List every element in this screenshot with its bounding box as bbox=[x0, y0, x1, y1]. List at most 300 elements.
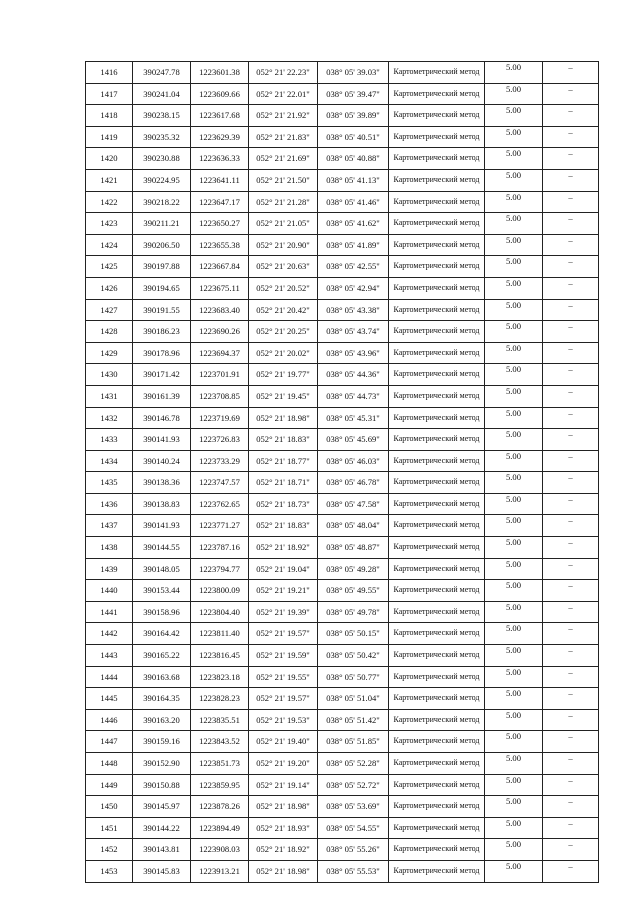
accuracy-cell: 5.00 bbox=[485, 256, 543, 278]
table-row bbox=[86, 774, 599, 796]
latitude-cell: 052° 21' 19.57" bbox=[249, 688, 318, 710]
y-coordinate-cell: 1223894.49 bbox=[191, 817, 249, 839]
x-coordinate-cell: 390164.42 bbox=[133, 623, 191, 645]
y-coordinate-cell: 1223794.77 bbox=[191, 558, 249, 580]
accuracy-cell: 5.00 bbox=[485, 839, 543, 861]
point-number-cell: 1419 bbox=[86, 126, 133, 148]
point-number-cell: 1439 bbox=[86, 558, 133, 580]
x-coordinate-cell: 390211.21 bbox=[133, 213, 191, 235]
point-number-cell: 1427 bbox=[86, 299, 133, 321]
x-coordinate-cell: 390163.20 bbox=[133, 709, 191, 731]
y-coordinate-cell: 1223828.23 bbox=[191, 688, 249, 710]
accuracy-cell: 5.00 bbox=[485, 277, 543, 299]
latitude-cell: 052° 21' 20.63" bbox=[249, 256, 318, 278]
note-cell: – bbox=[543, 169, 599, 191]
x-coordinate-cell: 390143.81 bbox=[133, 839, 191, 861]
note-cell: – bbox=[543, 709, 599, 731]
accuracy-cell: 5.00 bbox=[485, 105, 543, 127]
table-row bbox=[86, 709, 599, 731]
point-number-cell: 1430 bbox=[86, 364, 133, 386]
note-cell: – bbox=[543, 256, 599, 278]
accuracy-cell: 5.00 bbox=[485, 817, 543, 839]
note-cell: – bbox=[543, 277, 599, 299]
note-cell: – bbox=[543, 126, 599, 148]
y-coordinate-cell: 1223675.11 bbox=[191, 277, 249, 299]
y-coordinate-cell: 1223747.57 bbox=[191, 472, 249, 494]
y-coordinate-cell: 1223708.85 bbox=[191, 385, 249, 407]
longitude-cell: 038° 05' 43.38" bbox=[318, 299, 389, 321]
point-number-cell: 1451 bbox=[86, 817, 133, 839]
point-number-cell: 1432 bbox=[86, 407, 133, 429]
note-cell: – bbox=[543, 558, 599, 580]
note-cell: – bbox=[543, 839, 599, 861]
point-number-cell: 1437 bbox=[86, 515, 133, 537]
accuracy-cell: 5.00 bbox=[485, 796, 543, 818]
table-row bbox=[86, 860, 599, 882]
note-cell: – bbox=[543, 860, 599, 882]
table-row bbox=[86, 537, 599, 559]
accuracy-cell: 5.00 bbox=[485, 515, 543, 537]
latitude-cell: 052° 21' 18.98" bbox=[249, 860, 318, 882]
y-coordinate-cell: 1223733.29 bbox=[191, 450, 249, 472]
table-row bbox=[86, 688, 599, 710]
method-cell: Картометрический метод bbox=[389, 580, 485, 602]
latitude-cell: 052° 21' 22.01" bbox=[249, 83, 318, 105]
point-number-cell: 1435 bbox=[86, 472, 133, 494]
longitude-cell: 038° 05' 50.77" bbox=[318, 666, 389, 688]
longitude-cell: 038° 05' 46.03" bbox=[318, 450, 389, 472]
accuracy-cell: 5.00 bbox=[485, 364, 543, 386]
table-row bbox=[86, 472, 599, 494]
x-coordinate-cell: 390197.88 bbox=[133, 256, 191, 278]
point-number-cell: 1428 bbox=[86, 321, 133, 343]
table-row bbox=[86, 580, 599, 602]
accuracy-cell: 5.00 bbox=[485, 83, 543, 105]
x-coordinate-cell: 390171.42 bbox=[133, 364, 191, 386]
x-coordinate-cell: 390178.96 bbox=[133, 342, 191, 364]
point-number-cell: 1441 bbox=[86, 601, 133, 623]
latitude-cell: 052° 21' 19.53" bbox=[249, 709, 318, 731]
longitude-cell: 038° 05' 55.53" bbox=[318, 860, 389, 882]
longitude-cell: 038° 05' 54.55" bbox=[318, 817, 389, 839]
method-cell: Картометрический метод bbox=[389, 472, 485, 494]
table-row bbox=[86, 126, 599, 148]
x-coordinate-cell: 390238.15 bbox=[133, 105, 191, 127]
latitude-cell: 052° 21' 19.14" bbox=[249, 774, 318, 796]
note-cell: – bbox=[543, 234, 599, 256]
method-cell: Картометрический метод bbox=[389, 126, 485, 148]
accuracy-cell: 5.00 bbox=[485, 731, 543, 753]
accuracy-cell: 5.00 bbox=[485, 623, 543, 645]
note-cell: – bbox=[543, 537, 599, 559]
method-cell: Картометрический метод bbox=[389, 688, 485, 710]
method-cell: Картометрический метод bbox=[389, 169, 485, 191]
x-coordinate-cell: 390241.04 bbox=[133, 83, 191, 105]
longitude-cell: 038° 05' 48.04" bbox=[318, 515, 389, 537]
accuracy-cell: 5.00 bbox=[485, 299, 543, 321]
y-coordinate-cell: 1223835.51 bbox=[191, 709, 249, 731]
note-cell: – bbox=[543, 666, 599, 688]
note-cell: – bbox=[543, 429, 599, 451]
note-cell: – bbox=[543, 774, 599, 796]
table-row bbox=[86, 277, 599, 299]
method-cell: Картометрический метод bbox=[389, 191, 485, 213]
latitude-cell: 052° 21' 19.40" bbox=[249, 731, 318, 753]
x-coordinate-cell: 390159.16 bbox=[133, 731, 191, 753]
x-coordinate-cell: 390153.44 bbox=[133, 580, 191, 602]
latitude-cell: 052° 21' 19.21" bbox=[249, 580, 318, 602]
accuracy-cell: 5.00 bbox=[485, 169, 543, 191]
table-row bbox=[86, 148, 599, 170]
accuracy-cell: 5.00 bbox=[485, 450, 543, 472]
method-cell: Картометрический метод bbox=[389, 364, 485, 386]
accuracy-cell: 5.00 bbox=[485, 666, 543, 688]
x-coordinate-cell: 390165.22 bbox=[133, 645, 191, 667]
method-cell: Картометрический метод bbox=[389, 839, 485, 861]
latitude-cell: 052° 21' 18.71" bbox=[249, 472, 318, 494]
latitude-cell: 052° 21' 18.98" bbox=[249, 407, 318, 429]
point-number-cell: 1431 bbox=[86, 385, 133, 407]
accuracy-cell: 5.00 bbox=[485, 537, 543, 559]
method-cell: Картометрический метод bbox=[389, 321, 485, 343]
latitude-cell: 052° 21' 19.55" bbox=[249, 666, 318, 688]
point-number-cell: 1442 bbox=[86, 623, 133, 645]
point-number-cell: 1429 bbox=[86, 342, 133, 364]
coordinates-table-body bbox=[86, 62, 599, 883]
table-row bbox=[86, 623, 599, 645]
y-coordinate-cell: 1223771.27 bbox=[191, 515, 249, 537]
longitude-cell: 038° 05' 51.85" bbox=[318, 731, 389, 753]
table-row bbox=[86, 601, 599, 623]
point-number-cell: 1424 bbox=[86, 234, 133, 256]
y-coordinate-cell: 1223701.91 bbox=[191, 364, 249, 386]
method-cell: Картометрический метод bbox=[389, 860, 485, 882]
table-row bbox=[86, 753, 599, 775]
method-cell: Картометрический метод bbox=[389, 83, 485, 105]
point-number-cell: 1452 bbox=[86, 839, 133, 861]
y-coordinate-cell: 1223823.18 bbox=[191, 666, 249, 688]
longitude-cell: 038° 05' 48.87" bbox=[318, 537, 389, 559]
accuracy-cell: 5.00 bbox=[485, 558, 543, 580]
method-cell: Картометрический метод bbox=[389, 774, 485, 796]
latitude-cell: 052° 21' 19.45" bbox=[249, 385, 318, 407]
y-coordinate-cell: 1223843.52 bbox=[191, 731, 249, 753]
x-coordinate-cell: 390145.83 bbox=[133, 860, 191, 882]
longitude-cell: 038° 05' 45.31" bbox=[318, 407, 389, 429]
longitude-cell: 038° 05' 50.15" bbox=[318, 623, 389, 645]
y-coordinate-cell: 1223694.37 bbox=[191, 342, 249, 364]
longitude-cell: 038° 05' 43.96" bbox=[318, 342, 389, 364]
method-cell: Картометрический метод bbox=[389, 148, 485, 170]
method-cell: Картометрический метод bbox=[389, 277, 485, 299]
y-coordinate-cell: 1223913.21 bbox=[191, 860, 249, 882]
point-number-cell: 1438 bbox=[86, 537, 133, 559]
x-coordinate-cell: 390152.90 bbox=[133, 753, 191, 775]
latitude-cell: 052° 21' 18.83" bbox=[249, 515, 318, 537]
longitude-cell: 038° 05' 49.28" bbox=[318, 558, 389, 580]
table-row bbox=[86, 817, 599, 839]
x-coordinate-cell: 390146.78 bbox=[133, 407, 191, 429]
point-number-cell: 1425 bbox=[86, 256, 133, 278]
accuracy-cell: 5.00 bbox=[485, 753, 543, 775]
y-coordinate-cell: 1223617.68 bbox=[191, 105, 249, 127]
table-row bbox=[86, 105, 599, 127]
longitude-cell: 038° 05' 52.28" bbox=[318, 753, 389, 775]
accuracy-cell: 5.00 bbox=[485, 126, 543, 148]
y-coordinate-cell: 1223816.45 bbox=[191, 645, 249, 667]
note-cell: – bbox=[543, 623, 599, 645]
x-coordinate-cell: 390161.39 bbox=[133, 385, 191, 407]
longitude-cell: 038° 05' 41.62" bbox=[318, 213, 389, 235]
y-coordinate-cell: 1223690.26 bbox=[191, 321, 249, 343]
accuracy-cell: 5.00 bbox=[485, 148, 543, 170]
longitude-cell: 038° 05' 39.47" bbox=[318, 83, 389, 105]
note-cell: – bbox=[543, 213, 599, 235]
note-cell: – bbox=[543, 191, 599, 213]
longitude-cell: 038° 05' 43.74" bbox=[318, 321, 389, 343]
accuracy-cell: 5.00 bbox=[485, 342, 543, 364]
note-cell: – bbox=[543, 688, 599, 710]
point-number-cell: 1447 bbox=[86, 731, 133, 753]
y-coordinate-cell: 1223908.03 bbox=[191, 839, 249, 861]
y-coordinate-cell: 1223851.73 bbox=[191, 753, 249, 775]
point-number-cell: 1416 bbox=[86, 62, 133, 84]
longitude-cell: 038° 05' 42.94" bbox=[318, 277, 389, 299]
coordinates-table bbox=[85, 61, 599, 883]
latitude-cell: 052° 21' 19.57" bbox=[249, 623, 318, 645]
y-coordinate-cell: 1223811.40 bbox=[191, 623, 249, 645]
x-coordinate-cell: 390141.93 bbox=[133, 429, 191, 451]
accuracy-cell: 5.00 bbox=[485, 472, 543, 494]
latitude-cell: 052° 21' 21.05" bbox=[249, 213, 318, 235]
x-coordinate-cell: 390150.88 bbox=[133, 774, 191, 796]
note-cell: – bbox=[543, 105, 599, 127]
method-cell: Картометрический метод bbox=[389, 429, 485, 451]
table-row bbox=[86, 558, 599, 580]
longitude-cell: 038° 05' 40.51" bbox=[318, 126, 389, 148]
accuracy-cell: 5.00 bbox=[485, 645, 543, 667]
method-cell: Картометрический метод bbox=[389, 817, 485, 839]
y-coordinate-cell: 1223636.33 bbox=[191, 148, 249, 170]
accuracy-cell: 5.00 bbox=[485, 234, 543, 256]
x-coordinate-cell: 390138.83 bbox=[133, 493, 191, 515]
table-row bbox=[86, 796, 599, 818]
accuracy-cell: 5.00 bbox=[485, 601, 543, 623]
point-number-cell: 1443 bbox=[86, 645, 133, 667]
latitude-cell: 052° 21' 18.73" bbox=[249, 493, 318, 515]
method-cell: Картометрический метод bbox=[389, 493, 485, 515]
note-cell: – bbox=[543, 645, 599, 667]
y-coordinate-cell: 1223804.40 bbox=[191, 601, 249, 623]
table-row bbox=[86, 342, 599, 364]
accuracy-cell: 5.00 bbox=[485, 213, 543, 235]
method-cell: Картометрический метод bbox=[389, 256, 485, 278]
method-cell: Картометрический метод bbox=[389, 213, 485, 235]
latitude-cell: 052° 21' 21.69" bbox=[249, 148, 318, 170]
point-number-cell: 1426 bbox=[86, 277, 133, 299]
table-row bbox=[86, 213, 599, 235]
latitude-cell: 052° 21' 20.02" bbox=[249, 342, 318, 364]
longitude-cell: 038° 05' 44.73" bbox=[318, 385, 389, 407]
method-cell: Картометрический метод bbox=[389, 623, 485, 645]
method-cell: Картометрический метод bbox=[389, 342, 485, 364]
y-coordinate-cell: 1223800.09 bbox=[191, 580, 249, 602]
longitude-cell: 038° 05' 49.55" bbox=[318, 580, 389, 602]
table-row bbox=[86, 169, 599, 191]
table-row bbox=[86, 62, 599, 84]
latitude-cell: 052° 21' 20.25" bbox=[249, 321, 318, 343]
longitude-cell: 038° 05' 41.13" bbox=[318, 169, 389, 191]
latitude-cell: 052° 21' 22.23" bbox=[249, 62, 318, 84]
method-cell: Картометрический метод bbox=[389, 601, 485, 623]
latitude-cell: 052° 21' 20.52" bbox=[249, 277, 318, 299]
latitude-cell: 052° 21' 19.39" bbox=[249, 601, 318, 623]
longitude-cell: 038° 05' 39.03" bbox=[318, 62, 389, 84]
accuracy-cell: 5.00 bbox=[485, 688, 543, 710]
point-number-cell: 1418 bbox=[86, 105, 133, 127]
x-coordinate-cell: 390247.78 bbox=[133, 62, 191, 84]
y-coordinate-cell: 1223641.11 bbox=[191, 169, 249, 191]
table-row bbox=[86, 191, 599, 213]
longitude-cell: 038° 05' 42.55" bbox=[318, 256, 389, 278]
longitude-cell: 038° 05' 46.78" bbox=[318, 472, 389, 494]
accuracy-cell: 5.00 bbox=[485, 493, 543, 515]
accuracy-cell: 5.00 bbox=[485, 774, 543, 796]
latitude-cell: 052° 21' 18.92" bbox=[249, 537, 318, 559]
point-number-cell: 1440 bbox=[86, 580, 133, 602]
note-cell: – bbox=[543, 299, 599, 321]
point-number-cell: 1420 bbox=[86, 148, 133, 170]
y-coordinate-cell: 1223655.38 bbox=[191, 234, 249, 256]
longitude-cell: 038° 05' 41.46" bbox=[318, 191, 389, 213]
note-cell: – bbox=[543, 407, 599, 429]
table-row bbox=[86, 515, 599, 537]
x-coordinate-cell: 390140.24 bbox=[133, 450, 191, 472]
note-cell: – bbox=[543, 753, 599, 775]
longitude-cell: 038° 05' 45.69" bbox=[318, 429, 389, 451]
note-cell: – bbox=[543, 83, 599, 105]
method-cell: Картометрический метод bbox=[389, 450, 485, 472]
note-cell: – bbox=[543, 817, 599, 839]
method-cell: Картометрический метод bbox=[389, 537, 485, 559]
table-row bbox=[86, 645, 599, 667]
longitude-cell: 038° 05' 52.72" bbox=[318, 774, 389, 796]
x-coordinate-cell: 390230.88 bbox=[133, 148, 191, 170]
method-cell: Картометрический метод bbox=[389, 407, 485, 429]
x-coordinate-cell: 390138.36 bbox=[133, 472, 191, 494]
x-coordinate-cell: 390194.65 bbox=[133, 277, 191, 299]
table-row bbox=[86, 839, 599, 861]
x-coordinate-cell: 390186.23 bbox=[133, 321, 191, 343]
y-coordinate-cell: 1223878.26 bbox=[191, 796, 249, 818]
table-row bbox=[86, 666, 599, 688]
x-coordinate-cell: 390191.55 bbox=[133, 299, 191, 321]
note-cell: – bbox=[543, 321, 599, 343]
latitude-cell: 052° 21' 19.77" bbox=[249, 364, 318, 386]
accuracy-cell: 5.00 bbox=[485, 709, 543, 731]
latitude-cell: 052° 21' 19.59" bbox=[249, 645, 318, 667]
point-number-cell: 1421 bbox=[86, 169, 133, 191]
accuracy-cell: 5.00 bbox=[485, 429, 543, 451]
method-cell: Картометрический метод bbox=[389, 753, 485, 775]
point-number-cell: 1449 bbox=[86, 774, 133, 796]
y-coordinate-cell: 1223787.16 bbox=[191, 537, 249, 559]
x-coordinate-cell: 390235.32 bbox=[133, 126, 191, 148]
method-cell: Картометрический метод bbox=[389, 299, 485, 321]
y-coordinate-cell: 1223859.95 bbox=[191, 774, 249, 796]
method-cell: Картометрический метод bbox=[389, 731, 485, 753]
y-coordinate-cell: 1223650.27 bbox=[191, 213, 249, 235]
latitude-cell: 052° 21' 21.92" bbox=[249, 105, 318, 127]
note-cell: – bbox=[543, 472, 599, 494]
x-coordinate-cell: 390144.55 bbox=[133, 537, 191, 559]
latitude-cell: 052° 21' 19.20" bbox=[249, 753, 318, 775]
longitude-cell: 038° 05' 51.42" bbox=[318, 709, 389, 731]
note-cell: – bbox=[543, 385, 599, 407]
latitude-cell: 052° 21' 18.93" bbox=[249, 817, 318, 839]
y-coordinate-cell: 1223726.83 bbox=[191, 429, 249, 451]
note-cell: – bbox=[543, 731, 599, 753]
accuracy-cell: 5.00 bbox=[485, 321, 543, 343]
longitude-cell: 038° 05' 39.89" bbox=[318, 105, 389, 127]
method-cell: Картометрический метод bbox=[389, 515, 485, 537]
latitude-cell: 052° 21' 18.98" bbox=[249, 796, 318, 818]
accuracy-cell: 5.00 bbox=[485, 191, 543, 213]
longitude-cell: 038° 05' 55.26" bbox=[318, 839, 389, 861]
method-cell: Картометрический метод bbox=[389, 62, 485, 84]
y-coordinate-cell: 1223719.69 bbox=[191, 407, 249, 429]
point-number-cell: 1445 bbox=[86, 688, 133, 710]
y-coordinate-cell: 1223601.38 bbox=[191, 62, 249, 84]
note-cell: – bbox=[543, 796, 599, 818]
x-coordinate-cell: 390218.22 bbox=[133, 191, 191, 213]
note-cell: – bbox=[543, 580, 599, 602]
x-coordinate-cell: 390206.50 bbox=[133, 234, 191, 256]
longitude-cell: 038° 05' 49.78" bbox=[318, 601, 389, 623]
table-row bbox=[86, 234, 599, 256]
method-cell: Картометрический метод bbox=[389, 645, 485, 667]
point-number-cell: 1436 bbox=[86, 493, 133, 515]
x-coordinate-cell: 390141.93 bbox=[133, 515, 191, 537]
y-coordinate-cell: 1223647.17 bbox=[191, 191, 249, 213]
x-coordinate-cell: 390163.68 bbox=[133, 666, 191, 688]
table-row bbox=[86, 364, 599, 386]
method-cell: Картометрический метод bbox=[389, 385, 485, 407]
x-coordinate-cell: 390148.05 bbox=[133, 558, 191, 580]
note-cell: – bbox=[543, 148, 599, 170]
note-cell: – bbox=[543, 342, 599, 364]
table-row bbox=[86, 321, 599, 343]
method-cell: Картометрический метод bbox=[389, 558, 485, 580]
point-number-cell: 1417 bbox=[86, 83, 133, 105]
note-cell: – bbox=[543, 364, 599, 386]
table-row bbox=[86, 83, 599, 105]
accuracy-cell: 5.00 bbox=[485, 385, 543, 407]
longitude-cell: 038° 05' 47.58" bbox=[318, 493, 389, 515]
note-cell: – bbox=[543, 62, 599, 84]
x-coordinate-cell: 390144.22 bbox=[133, 817, 191, 839]
note-cell: – bbox=[543, 601, 599, 623]
point-number-cell: 1444 bbox=[86, 666, 133, 688]
longitude-cell: 038° 05' 40.88" bbox=[318, 148, 389, 170]
accuracy-cell: 5.00 bbox=[485, 860, 543, 882]
x-coordinate-cell: 390145.97 bbox=[133, 796, 191, 818]
x-coordinate-cell: 390158.96 bbox=[133, 601, 191, 623]
method-cell: Картометрический метод bbox=[389, 666, 485, 688]
latitude-cell: 052° 21' 19.04" bbox=[249, 558, 318, 580]
latitude-cell: 052° 21' 21.28" bbox=[249, 191, 318, 213]
method-cell: Картометрический метод bbox=[389, 796, 485, 818]
